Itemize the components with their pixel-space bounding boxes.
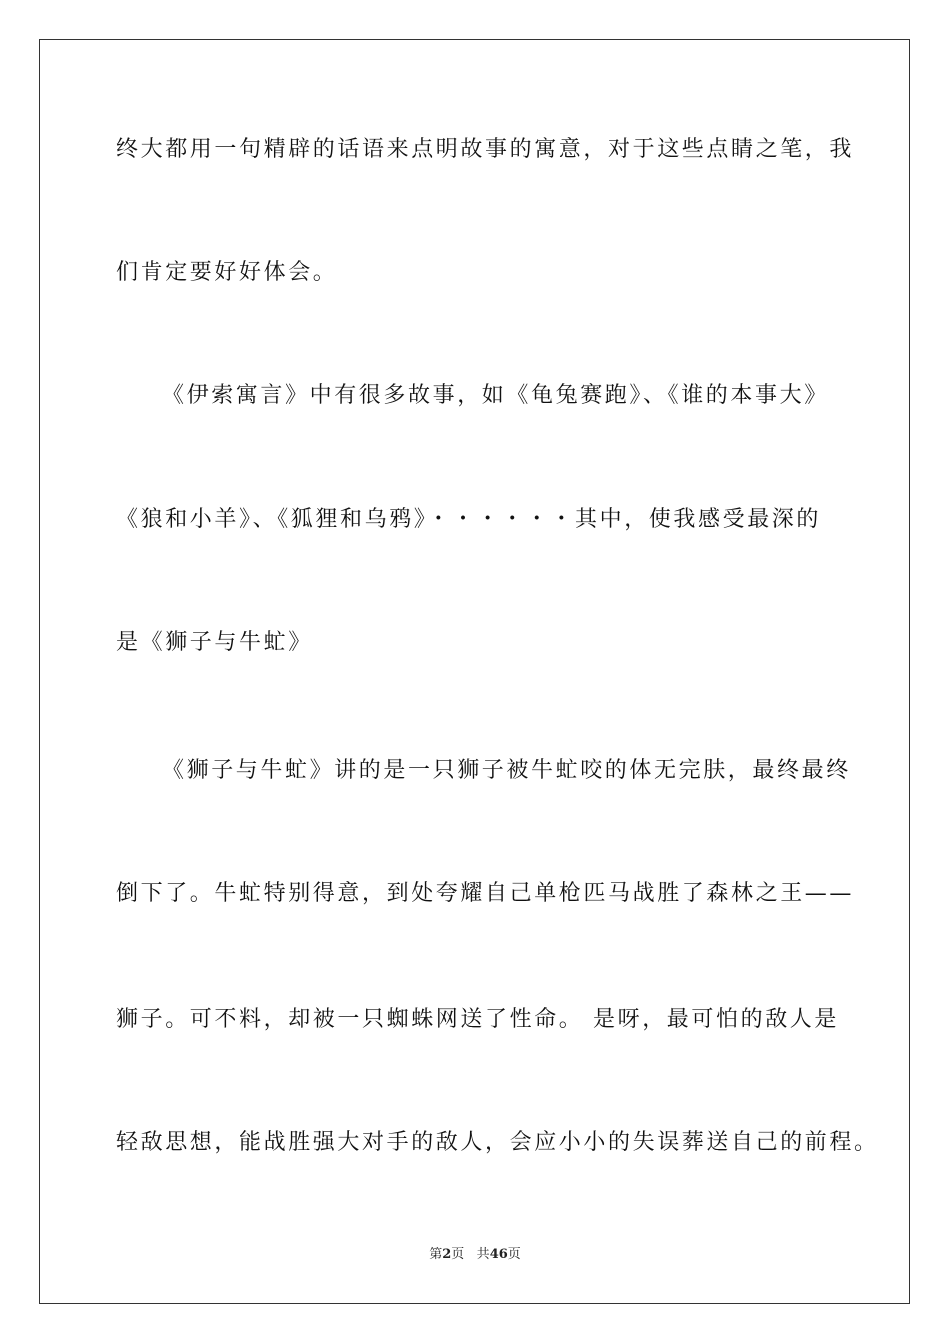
text-line: 倒下了。牛虻特别得意，到处夸耀自己单枪匹马战胜了森林之王—— xyxy=(116,881,855,906)
text-line: 们肯定要好好体会。 xyxy=(116,260,338,285)
page-number: 2 xyxy=(442,1247,452,1262)
text-line: 轻敌思想，能战胜强大对手的敌人，会应小小的失误葬送自己的前程。 xyxy=(116,1130,879,1155)
total-suffix: 页 xyxy=(507,1247,521,1262)
page-footer xyxy=(0,1246,950,1264)
text-line: 《狼和小羊》、《狐狸和乌鸦》・・・・・・其中，使我感受最深的 xyxy=(116,507,822,532)
text-line: 是《狮子与牛虻》 xyxy=(116,630,313,655)
page-suffix: 页 xyxy=(451,1247,465,1262)
text-line-paragraph-start: 《伊索寓言》中有很多故事，如《龟兔赛跑》、《谁的本事大》 xyxy=(162,383,829,408)
text-line-paragraph-start: 《狮子与牛虻》讲的是一只狮子被牛虻咬的体无完肤，最终最终 xyxy=(162,758,851,783)
text-line: 狮子。可不料，却被一只蜘蛛网送了性命。 是呀，最可怕的敌人是 xyxy=(116,1007,839,1032)
total-prefix: 共 xyxy=(476,1247,490,1262)
page-border xyxy=(39,39,910,1304)
page-prefix: 第 xyxy=(429,1247,443,1262)
text-line: 终大都用一句精辟的话语来点明故事的寓意，对于这些点睛之笔，我 xyxy=(116,137,855,162)
total-pages: 46 xyxy=(489,1247,508,1262)
